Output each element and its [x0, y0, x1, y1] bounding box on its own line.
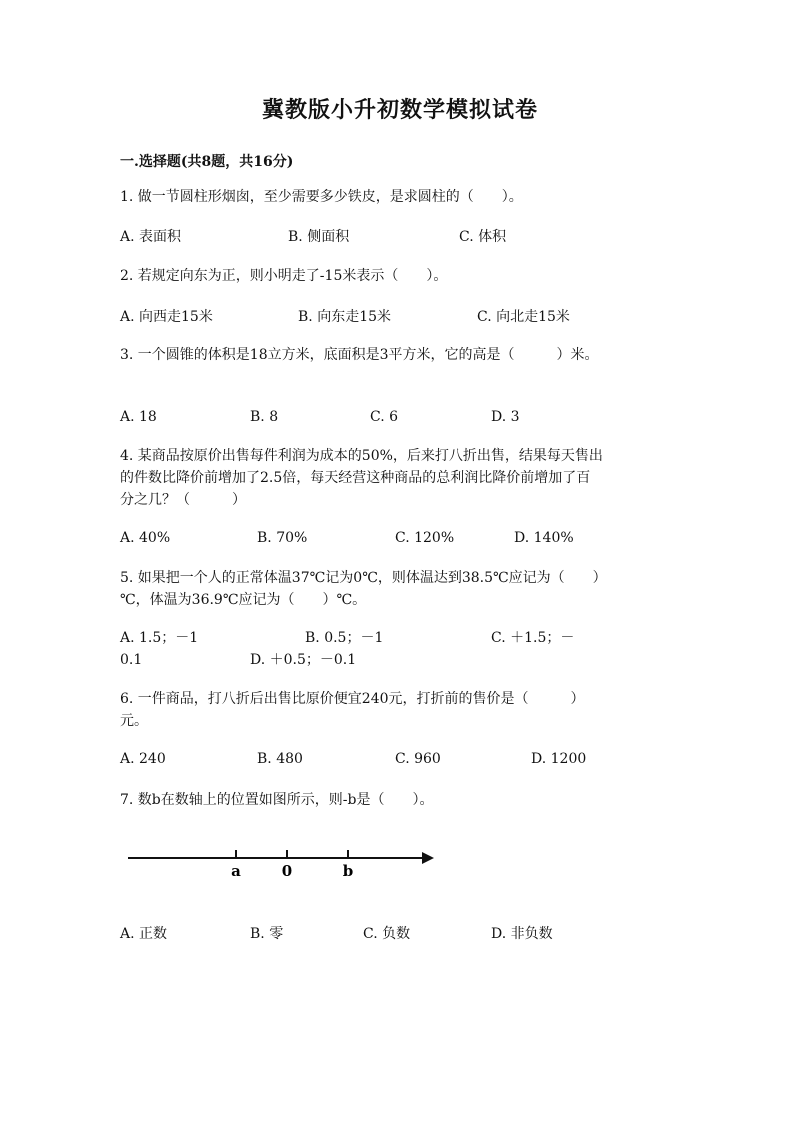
option-a[interactable]: A. 40%	[120, 530, 171, 546]
question-1: 1. 做一节圆柱形烟囱，至少需要多少铁皮，是求圆柱的（ ）。	[120, 189, 523, 205]
option-c-continued: 0.1	[120, 652, 143, 668]
options-1	[120, 226, 720, 248]
option-b[interactable]: B. 480	[257, 751, 303, 767]
option-d[interactable]: D. 140%	[514, 530, 574, 546]
options-6	[120, 748, 720, 770]
question-7: 7. 数b在数轴上的位置如图所示，则-b是（ ）。	[120, 792, 434, 808]
option-b[interactable]: B. 0.5；－1	[305, 630, 384, 646]
question-5	[120, 567, 607, 611]
label-zero: 0	[281, 862, 293, 880]
option-c[interactable]: C. 向北走15米	[477, 309, 570, 325]
question-2: 2. 若规定向东为正，则小明走了-15米表示（ ）。	[120, 268, 448, 284]
option-c[interactable]: C. 6	[370, 409, 399, 425]
question-6	[120, 688, 585, 732]
question-6-line-1: 6. 一件商品，打八折后出售比原价便宜240元，打折前的售价是（ ）	[120, 691, 585, 707]
option-c[interactable]: C. ＋1.5；－	[491, 630, 575, 646]
option-b[interactable]: B. 8	[250, 409, 279, 425]
option-d[interactable]: D. 1200	[531, 751, 587, 767]
option-b[interactable]: B. 零	[250, 926, 284, 942]
option-c[interactable]: C. 960	[395, 751, 441, 767]
option-b[interactable]: B. 70%	[257, 530, 308, 546]
page-title: 冀教版小升初数学模拟试卷	[261, 97, 538, 123]
option-b[interactable]: B. 侧面积	[288, 229, 350, 245]
option-d[interactable]: D. ＋0.5；－0.1	[250, 652, 357, 668]
options-2	[120, 306, 720, 328]
option-a[interactable]: A. 向西走15米	[120, 309, 213, 325]
option-c[interactable]: C. 体积	[459, 229, 507, 245]
question-4-line-3: 分之几？（ ）	[120, 492, 246, 508]
question-5-line-1: 5. 如果把一个人的正常体温37℃记为0℃，则体温达到38.5℃应记为（ ）	[120, 570, 607, 586]
option-a[interactable]: A. 18	[120, 409, 157, 425]
option-b[interactable]: B. 向东走15米	[298, 309, 392, 325]
option-c[interactable]: C. 负数	[363, 926, 411, 942]
question-4	[120, 445, 603, 511]
section-heading: 一.选择题(共8题，共16分)	[120, 154, 294, 170]
option-d[interactable]: D. 3	[491, 409, 520, 425]
label-b: b	[342, 862, 354, 880]
options-3	[120, 406, 720, 428]
question-3: 3. 一个圆锥的体积是18立方米，底面积是3平方米，它的高是（ ）米。	[120, 347, 599, 363]
option-a[interactable]: A. 表面积	[120, 229, 182, 245]
option-a[interactable]: A. 正数	[120, 926, 168, 942]
question-4-line-1: 4. 某商品按原价出售每件利润为成本的50%，后来打八折出售，结果每天售出	[120, 448, 603, 464]
option-a[interactable]: A. 1.5；－1	[120, 630, 199, 646]
options-7	[120, 923, 720, 945]
option-c[interactable]: C. 120%	[395, 530, 455, 546]
question-4-line-2: 的件数比降价前增加了2.5倍，每天经营这种商品的总利润比降价前增加了百	[120, 470, 591, 486]
number-line-figure	[120, 838, 450, 888]
arrow-head-icon	[422, 852, 434, 864]
question-5-line-2: ℃，体温为36.9℃应记为（ ）℃。	[120, 592, 367, 608]
options-4	[120, 527, 720, 549]
options-5-row-1	[120, 627, 720, 649]
question-6-line-2: 元。	[120, 713, 148, 729]
option-d[interactable]: D. 非负数	[491, 926, 553, 942]
label-a: a	[231, 862, 241, 880]
option-a[interactable]: A. 240	[120, 751, 166, 767]
options-5-row-2	[120, 649, 720, 671]
